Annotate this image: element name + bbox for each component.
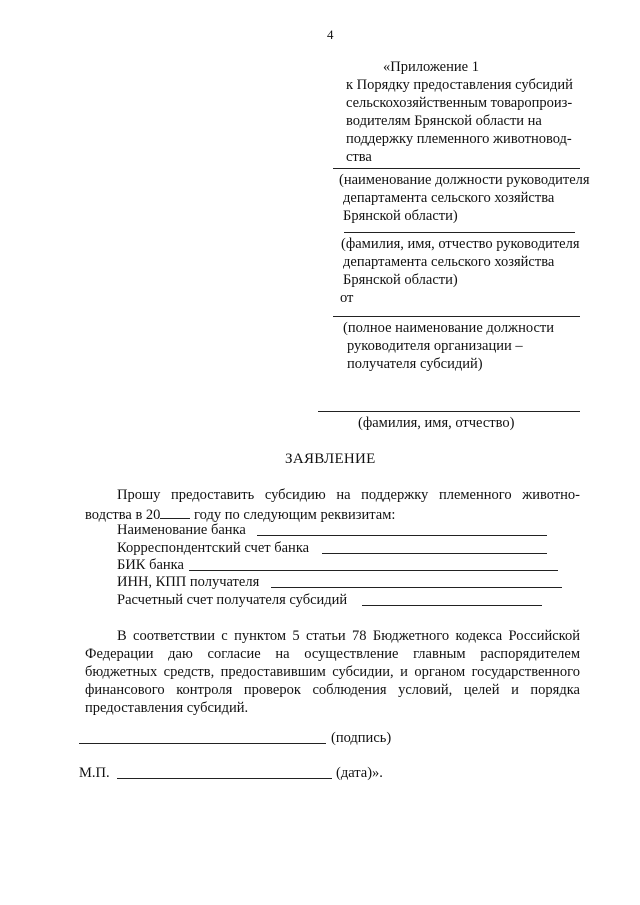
- bik-input[interactable]: [189, 570, 558, 571]
- name-head-field[interactable]: [344, 232, 575, 233]
- settlement-account-input[interactable]: [362, 605, 542, 606]
- caption-line: (фамилия, имя, отчество руководителя: [341, 236, 580, 252]
- caption-line: получателя субсидий): [347, 356, 483, 372]
- field-label: ИНН, КПП получателя: [117, 574, 260, 590]
- consent-line: предоставления субсидий.: [85, 700, 249, 716]
- date-field[interactable]: [117, 778, 332, 779]
- stamp-label: М.П.: [79, 765, 110, 781]
- signature-label: (подпись): [331, 730, 392, 746]
- caption-line: (наименование должности руководителя: [339, 172, 590, 188]
- caption-line: руководителя организации –: [347, 338, 523, 354]
- field-label: Расчетный счет получателя субсидий: [117, 592, 348, 608]
- field-label: Корреспондентский счет банка: [117, 540, 310, 556]
- consent-line: финансового контроля проверок соблюдения условий, целей и порядка: [85, 682, 580, 698]
- caption-line: Брянской области): [343, 208, 458, 224]
- caption-line: департамента сельского хозяйства: [343, 190, 555, 206]
- consent-line: бюджетных средств, предоставившим субсидии, и органом государственного: [85, 664, 580, 680]
- inn-kpp-input[interactable]: [271, 587, 562, 588]
- appendix-line: водителям Брянской области на: [346, 113, 542, 129]
- year-field[interactable]: [160, 505, 190, 519]
- signature-field[interactable]: [79, 743, 326, 744]
- appendix-line: к Порядку предоставления субсидий: [346, 77, 573, 93]
- position-head-field[interactable]: [333, 168, 580, 169]
- consent-line: В соответствии с пунктом 5 статьи 78 Бюджетного кодекса Российской: [117, 628, 580, 644]
- name-recipient-caption: (фамилия, имя, отчество): [358, 415, 515, 431]
- caption-line: Брянской области): [343, 272, 458, 288]
- page-number: 4: [327, 27, 334, 42]
- field-label: Наименование банка: [117, 522, 246, 538]
- field-label: БИК банка: [117, 557, 184, 573]
- document-title: ЗАЯВЛЕНИЕ: [285, 451, 376, 467]
- bank-name-input[interactable]: [257, 535, 547, 536]
- corr-account-input[interactable]: [322, 553, 547, 554]
- caption-line: департамента сельского хозяйства: [343, 254, 555, 270]
- appendix-line: поддержку племенного животновод-: [346, 131, 572, 147]
- year-suffix: году по следующим реквизитам:: [190, 507, 396, 523]
- caption-line: (полное наименование должности: [343, 320, 554, 336]
- appendix-line: ства: [346, 149, 372, 165]
- appendix-line: сельскохозяйственным товаропроиз-: [346, 95, 573, 111]
- date-label: (дата)».: [336, 765, 383, 781]
- name-recipient-field[interactable]: [318, 411, 580, 412]
- appendix-title: «Приложение 1: [383, 59, 479, 75]
- year-prefix: водства в 20: [85, 507, 161, 523]
- consent-line: Федерации даю согласие на осуществление главным распорядителем: [85, 646, 580, 662]
- position-recipient-field[interactable]: [333, 316, 580, 317]
- from-label: от: [340, 290, 354, 306]
- request-line: Прошу предоставить субсидию на поддержку племенного животно-: [117, 487, 580, 503]
